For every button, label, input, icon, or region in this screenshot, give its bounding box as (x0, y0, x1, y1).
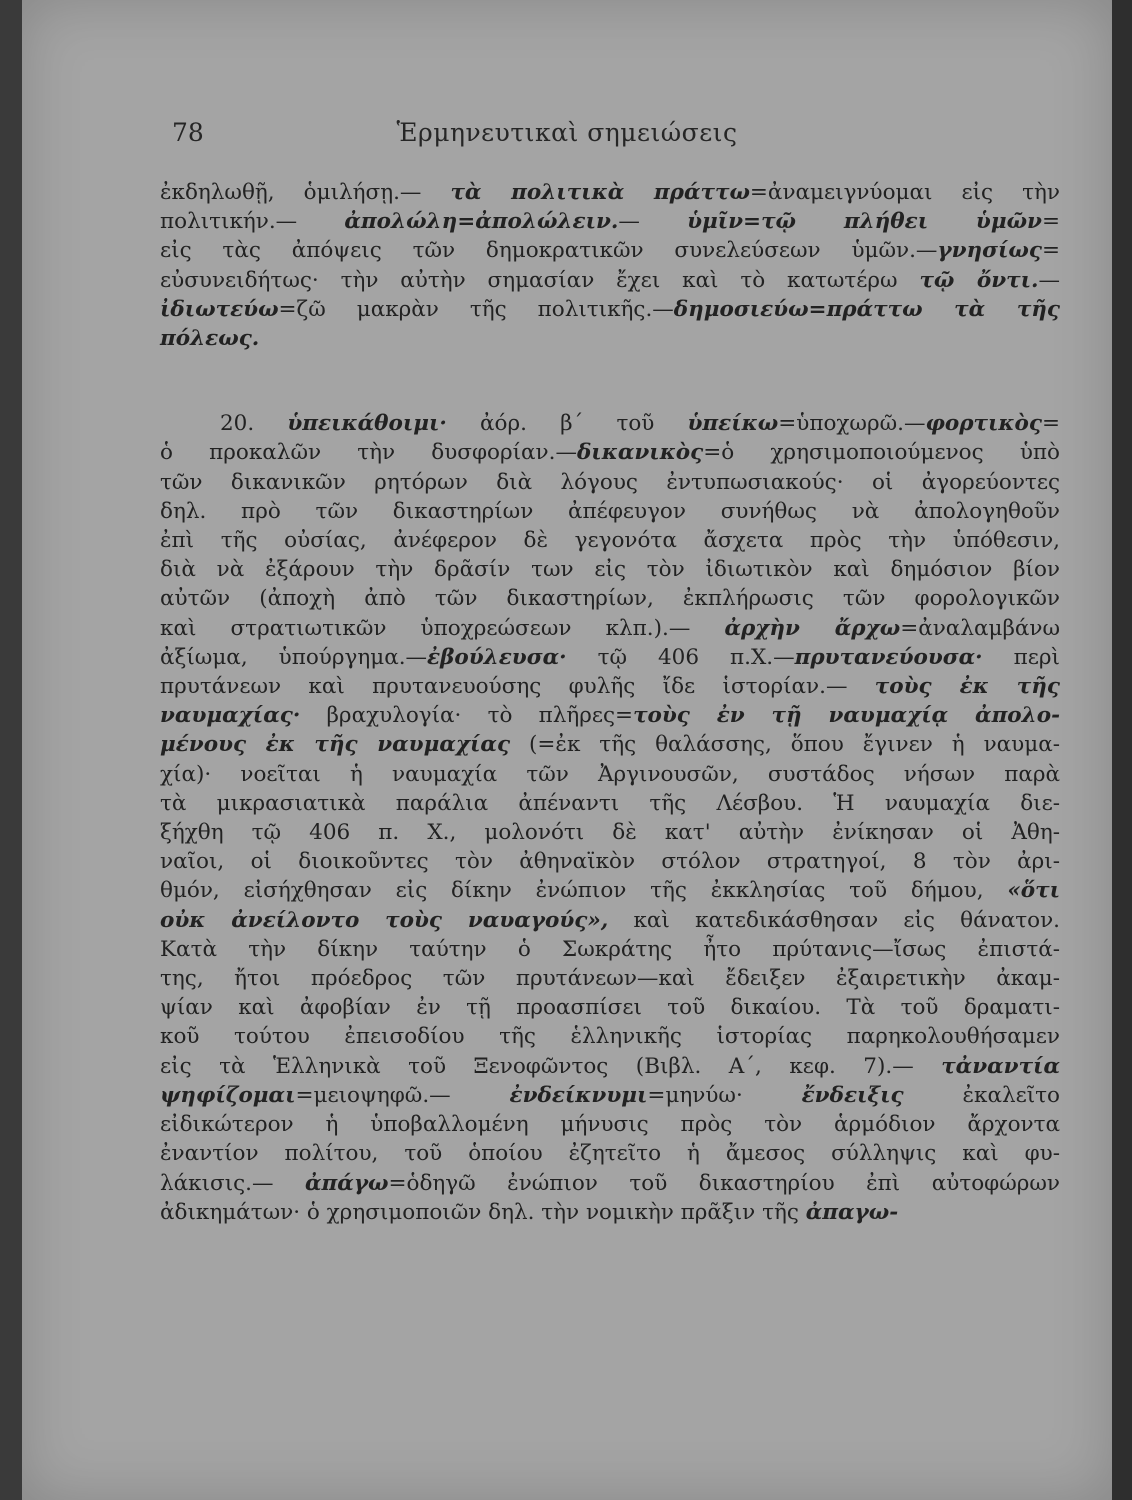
gloss-text: καὶ στρατιωτικῶν ὑποχρεώσεων κλπ.).— (160, 615, 725, 641)
lemma-term: πρυτανεύουσα· (794, 644, 983, 670)
text-line (160, 497, 1060, 526)
lemma-term: τὰ πολιτικὰ πράττω (450, 180, 750, 205)
gloss-text: εἰς τὰ Ἑλληνικὰ τοῦ Ξενοφῶντος (Βιβλ. Α΄, κεφ. 7).— (160, 1053, 942, 1079)
lemma-term: ὑπείκω (687, 411, 779, 437)
lemma-term: ἀρχὴν ἄρχω (724, 615, 901, 641)
text-line (160, 1139, 1060, 1168)
gloss-text: =ἀναμειγνύομαι εἰς τὴν (749, 180, 1060, 205)
text-line (160, 1110, 1060, 1139)
lemma-term: ναυμαχίας· (160, 703, 301, 729)
page-header (172, 118, 1072, 158)
gloss-text: εἰς τὰς ἀπόψεις τῶν δημοκρατικῶν συνελεύσεων ὑμῶν.— (160, 238, 938, 264)
text-line (160, 438, 1060, 467)
lemma-term: πόλεως. (160, 326, 260, 352)
gloss-text: ἀδικημάτων· ὁ χρησιμοποιῶν δηλ. τὴν νομικὴν πρᾶξιν τῆς (160, 1199, 806, 1225)
page-body (160, 178, 1060, 1227)
lemma-term: ὑπεικάθοιμι· (287, 411, 447, 437)
gloss-text: ξήχθη τῷ 406 π. Χ., μολονότι δὲ κατ' αὐτὴν ἐνίκησαν οἱ Ἀθη- (160, 820, 1060, 846)
gloss-text: ἐναντίον πολίτου, τοῦ ὁποίου ἐζητεῖτο ἡ ἄμεσος σύλληψις καὶ φυ- (160, 1141, 1060, 1167)
running-title: Ἑρμηνευτικαὶ σημειώσεις (396, 118, 738, 147)
text-line (160, 993, 1060, 1022)
text-line (160, 1081, 1060, 1110)
text-line (160, 555, 1060, 584)
text-line (160, 324, 1060, 353)
lemma-term: ἀπάγω (305, 1170, 389, 1196)
gloss-text: — (618, 209, 688, 235)
text-line (160, 935, 1060, 964)
text-line (160, 964, 1060, 993)
gloss-text: εὐσυνειδήτως· τὴν αὐτὴν σημασίαν ἔχει καὶ τὸ κατωτέρω (160, 267, 920, 293)
lemma-term: τῷ ὄντι. (919, 267, 1039, 293)
gloss-text: =μειοψηφῶ.— (295, 1082, 510, 1108)
gloss-text: δηλ. πρὸ τῶν δικαστηρίων ἀπέφευγον συνήθως νὰ ἀπολογηθοῦν (160, 498, 1060, 524)
gloss-text: =ὁ χρησιμοποιούμενος ὑπὸ (703, 440, 1061, 466)
gloss-text: ἐπὶ τῆς οὐσίας, ἀνέφερον δὲ γεγονότα ἄσχετα πρὸς τὴν ὑπόθεσιν, (160, 528, 1060, 554)
gloss-text: — (1038, 267, 1060, 293)
text-line (160, 1169, 1060, 1198)
text-line (160, 266, 1060, 295)
text-line (160, 178, 1060, 207)
book-edge (1112, 0, 1132, 1500)
gloss-text: ἐκδηλωθῇ, ὁμιλήσῃ.— (160, 180, 451, 205)
lemma-term: «ὅτι (1007, 878, 1060, 904)
gloss-text: ὁ προκαλῶν τὴν δυσφορίαν.— (160, 440, 577, 466)
text-line (160, 614, 1060, 643)
paragraph-gap (160, 353, 1060, 409)
gloss-text: βραχυλογία· τὸ πλῆρες= (300, 703, 634, 729)
gloss-text: πρυτάνεων καὶ πρυτανευούσης φυλῆς ἴδε ἱστορίαν.— (160, 674, 875, 700)
gloss-text: καὶ κατεδικάσθησαν εἰς θάνατον. (608, 907, 1060, 933)
lemma-term: ψηφίζομαι (160, 1082, 296, 1108)
text-line (160, 906, 1060, 935)
paragraph-2 (160, 409, 1060, 1227)
lemma-term: τἀναντία (941, 1053, 1060, 1079)
gloss-text: =ἀναλαμβάνω (900, 615, 1060, 641)
text-line (160, 468, 1060, 497)
lemma-term: ἀπολώλη=ἀπολώλειν. (344, 209, 619, 235)
lemma-term: ἀπαγω- (805, 1199, 899, 1225)
gloss-text: χία)· νοεῖται ἡ ναυμαχία τῶν Ἀργινουσῶν, συστάδος νήσων παρὰ (160, 761, 1060, 787)
lemma-term: ὑμῖν=τῷ πλήθει ὑμῶν (687, 209, 1042, 235)
gloss-text: τῶν δικανικῶν ρητόρων διὰ λόγους ἐντυπωσιακούς· οἱ ἀγορεύοντες (160, 469, 1060, 495)
lemma-term: φορτικὸς (925, 411, 1042, 437)
lemma-term: ἐβούλευσα· (427, 644, 567, 670)
gloss-text: = (1041, 411, 1060, 437)
gloss-text: (=ἐκ τῆς θαλάσσης, ὅπου ἔγινεν ἡ ναυμα- (510, 732, 1061, 758)
gloss-text: εἰδικώτερον ἡ ὑποβαλλομένη μήνυσις πρὸς τὸν ἁρμόδιον ἄρχοντα (160, 1112, 1060, 1138)
gloss-text: ναῖοι, οἱ διοικοῦντες τὸν ἀθηναϊκὸν στόλον στρατηγοί, 8 τὸν ἀρι- (160, 849, 1060, 875)
lemma-term: τοὺς ἐκ τῆς (874, 674, 1060, 700)
gloss-text: θμόν, εἰσήχθησαν εἰς δίκην ἐνώπιον τῆς ἐκκλησίας τοῦ δήμου, (160, 878, 1008, 904)
text-line (160, 526, 1060, 555)
text-line (160, 409, 1060, 438)
text-line (160, 1052, 1060, 1081)
book-page (22, 0, 1112, 1500)
gloss-text: Κατὰ τὴν δίκην ταύτην ὁ Σωκράτης ἦτο πρύτανις—ἴσως ἐπιστά- (160, 936, 1060, 962)
lemma-term: οὐκ ἀνείλοντο τοὺς ναυαγούς», (160, 907, 609, 933)
text-line (160, 818, 1060, 847)
gloss-text: = (1041, 238, 1060, 264)
text-line (160, 760, 1060, 789)
text-line (160, 584, 1060, 613)
text-line (160, 1198, 1060, 1227)
gloss-text: διὰ νὰ ἐξάρουν τὴν δρᾶσίν των εἰς τὸν ἰδιωτικὸν καὶ δημόσιον βίον (160, 557, 1060, 583)
gloss-text: λάκισις.— (160, 1170, 305, 1196)
text-line (160, 236, 1060, 265)
gloss-text: ἀξίωμα, ὑπούργημα.— (160, 644, 428, 670)
text-line (160, 847, 1060, 876)
lemma-term: δημοσιεύω=πράττω τὰ τῆς (673, 296, 1061, 322)
lemma-term: τοὺς ἐν τῇ ναυμαχίᾳ ἀπολο- (633, 703, 1060, 729)
gloss-text: =μηνύω· (647, 1082, 802, 1108)
gloss-text: ψίαν καὶ ἀφοβίαν ἐν τῇ προασπίσει τοῦ δικαίου. Τὰ τοῦ δραματι- (160, 995, 1060, 1021)
text-line (160, 1022, 1060, 1051)
text-line (160, 876, 1060, 905)
gloss-text: 20. (220, 411, 288, 437)
text-line (160, 789, 1060, 818)
gloss-text: ἐκαλεῖτο (903, 1082, 1060, 1108)
text-line (160, 207, 1060, 236)
text-line (160, 295, 1060, 324)
gloss-text: =ὁδηγῶ ἐνώπιον τοῦ δικαστηρίου ἐπὶ αὐτοφώρων (388, 1170, 1060, 1196)
text-line (160, 730, 1060, 759)
lemma-term: μένους ἐκ τῆς ναυμαχίας (160, 732, 511, 758)
gloss-text: = (1041, 209, 1060, 235)
lemma-term: γνησίως (937, 238, 1042, 264)
lemma-term: ἰδιωτεύω (160, 296, 279, 322)
gloss-text: ἀόρ. β΄ τοῦ (446, 411, 688, 437)
gloss-text: κοῦ τούτου ἐπεισοδίου τῆς ἑλληνικῆς ἱστορίας παρηκολουθήσαμεν (160, 1024, 1060, 1050)
lemma-term: ἔνδειξις (801, 1082, 904, 1108)
lemma-term: ἐνδείκνυμι (509, 1082, 648, 1108)
gloss-text: =ζῶ μακρὰν τῆς πολιτικῆς.— (278, 296, 674, 322)
page-number: 78 (172, 118, 204, 147)
text-line (160, 701, 1060, 730)
paragraph-1 (160, 178, 1060, 353)
text-line (160, 643, 1060, 672)
gloss-text: περὶ (982, 644, 1060, 670)
gloss-text: τῷ 406 π.Χ.— (566, 644, 795, 670)
gloss-text: =ὑποχωρῶ.— (778, 411, 926, 437)
gloss-text: αὐτῶν (ἀποχὴ ἀπὸ τῶν δικαστηρίων, ἐκπλήρωσις τῶν φορολογικῶν (160, 586, 1060, 612)
gloss-text: τὰ μικρασιατικὰ παράλια ἀπέναντι τῆς Λέσβου. Ἡ ναυμαχία διε- (160, 790, 1060, 816)
gloss-text: πολιτικήν.— (160, 209, 345, 235)
text-line (160, 672, 1060, 701)
lemma-term: δικανικὸς (576, 440, 704, 466)
gloss-text: της, ἤτοι πρόεδρος τῶν πρυτάνεων—καὶ ἔδειξεν ἐξαιρετικὴν ἀκαμ- (160, 966, 1060, 992)
